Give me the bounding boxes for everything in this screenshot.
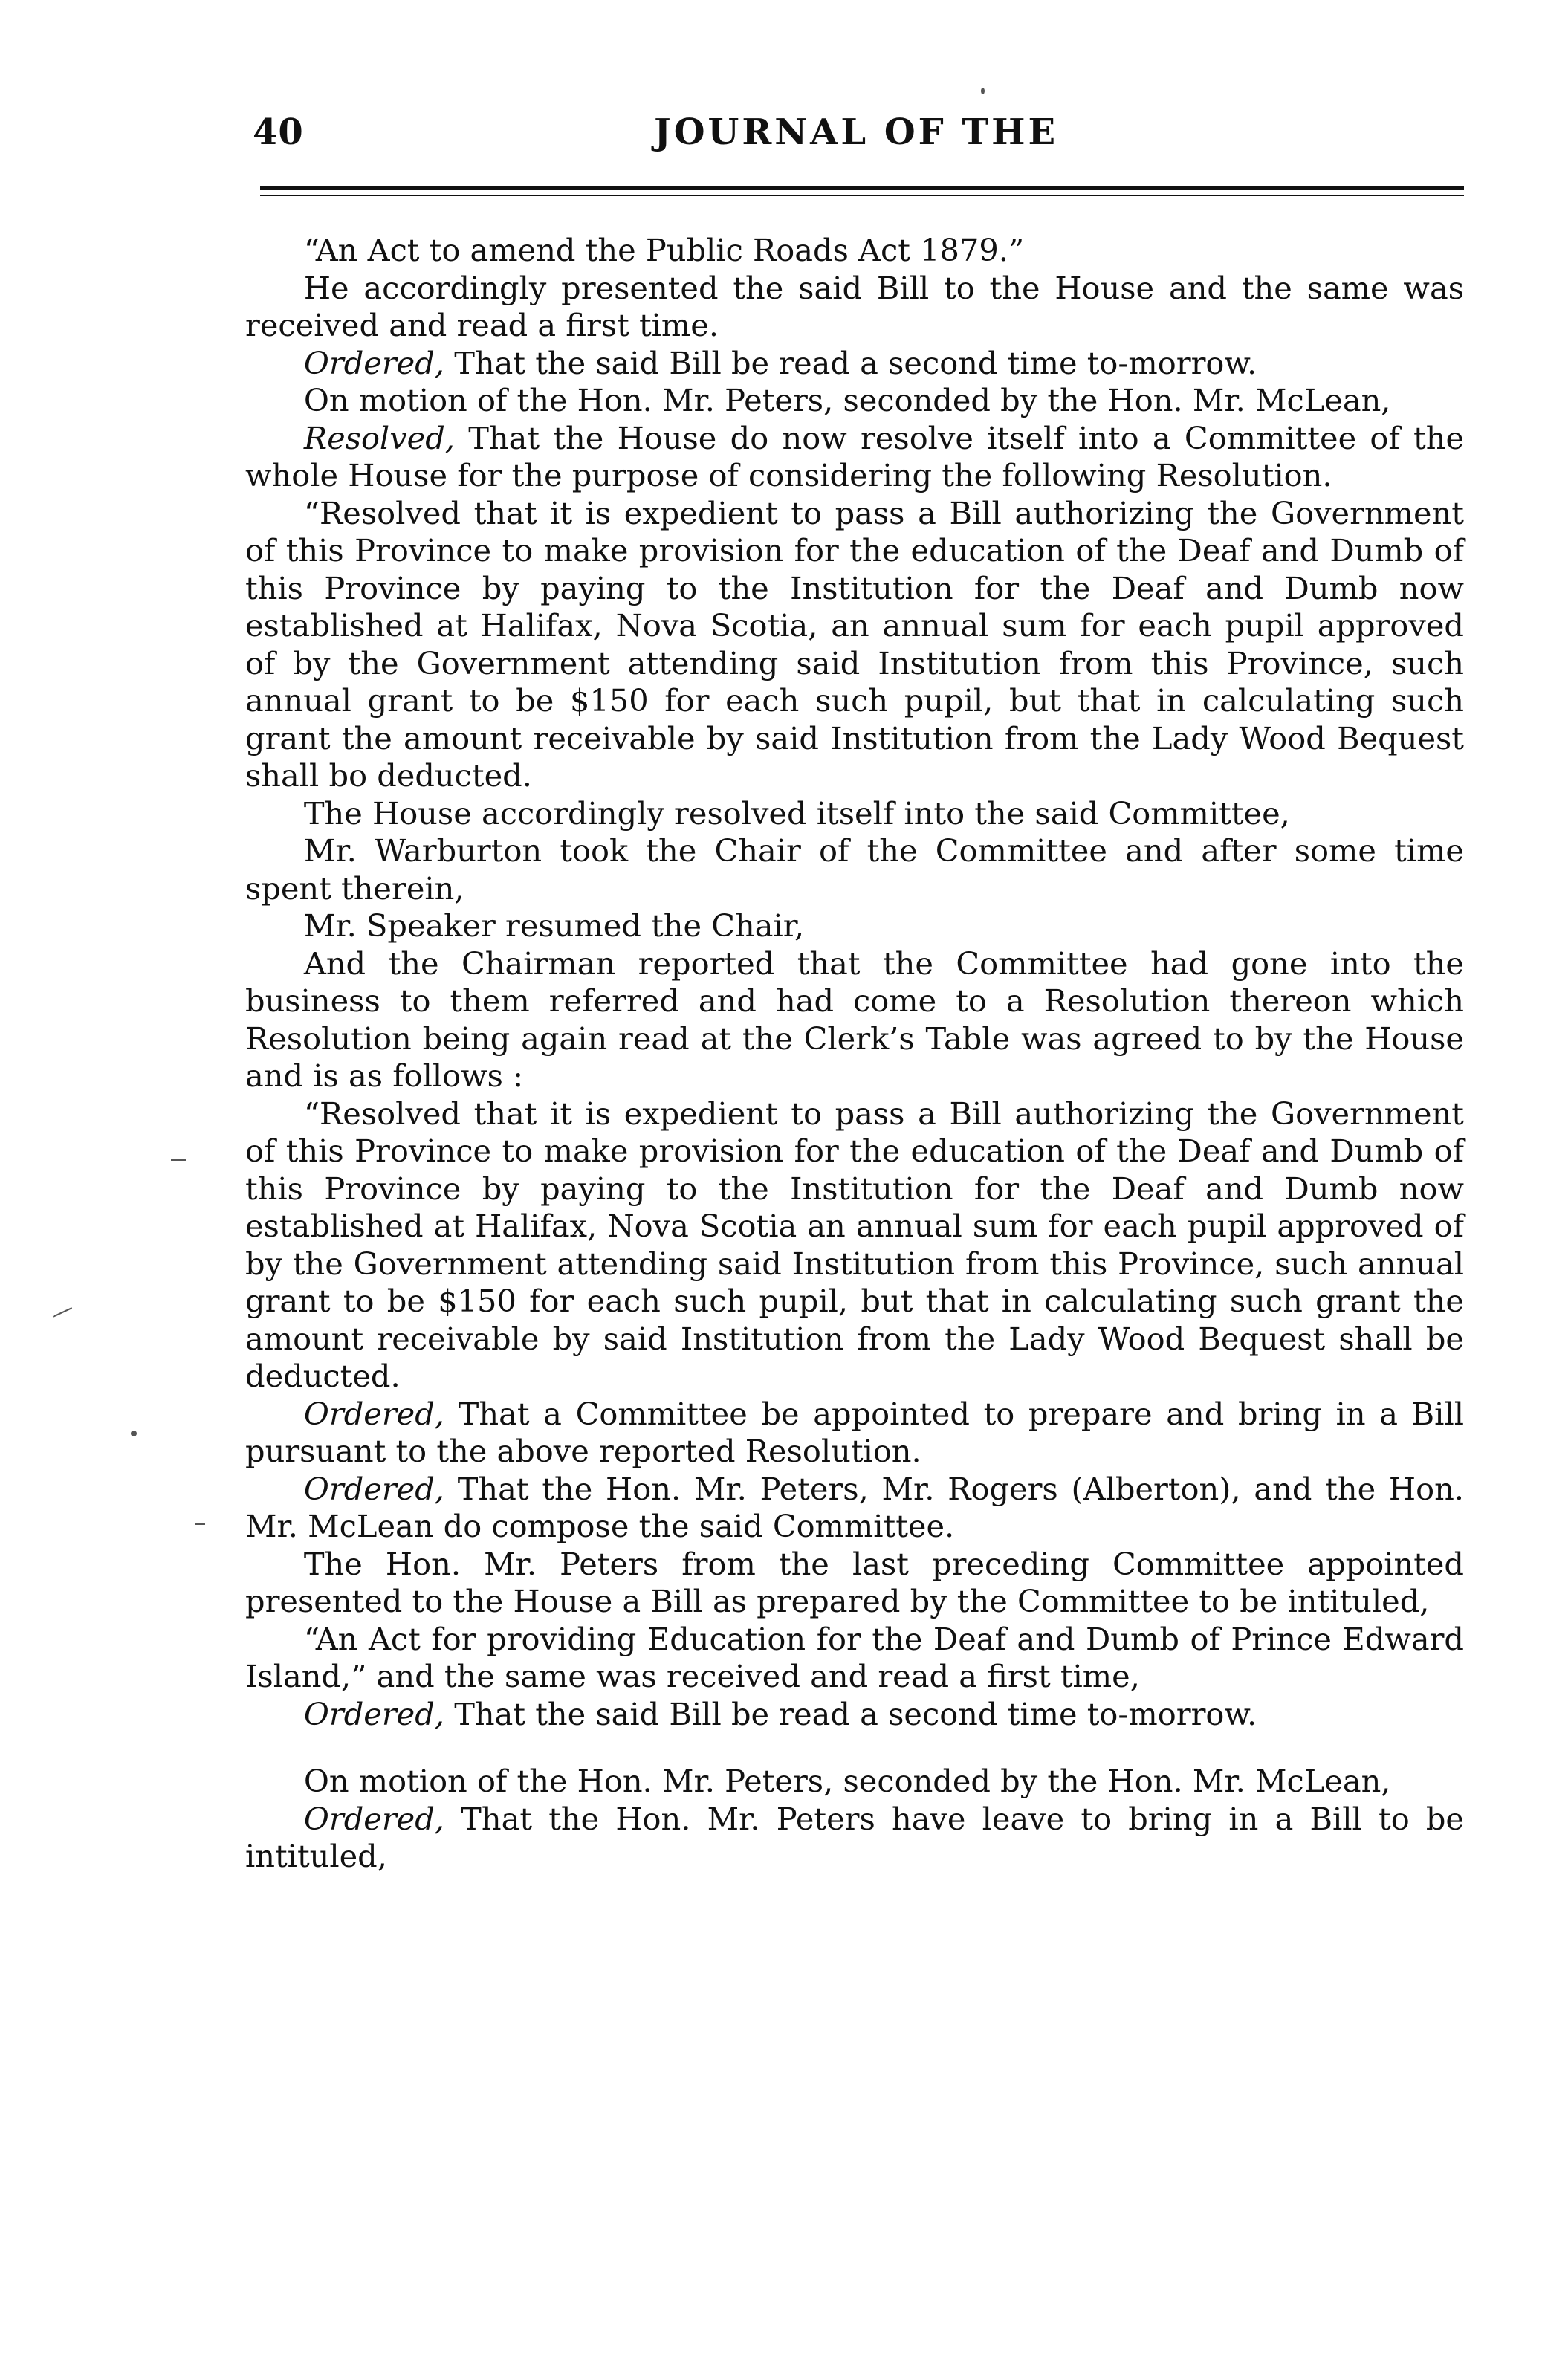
paragraph bbox=[245, 832, 1464, 907]
paragraph-text: “Resolved that it is expedient to pass a Bill authorizing the Government of this Province to make provision for the education of the Deaf and Dumb of this Province by paying to the Institution for the Deaf and Dumb now established at Halifax, Nova Scotia, an annual sum for each pupil approved of by the Government attending said Institution from this Province, such annual grant to be $150 for each such pupil, but that in calculating such grant the amount receivable by said Institution from the Lady Wood Bequest shall bo deducted. bbox=[245, 494, 1464, 794]
paragraph bbox=[245, 1095, 1464, 1396]
paragraph-text: That a Committee be appointed to prepare and bring in a Bill pursuant to the above reported Resolution. bbox=[245, 1395, 1464, 1469]
paragraph bbox=[245, 1471, 1464, 1546]
paragraph bbox=[245, 945, 1464, 1095]
journal-body bbox=[245, 232, 1464, 1876]
page-header bbox=[245, 111, 1464, 171]
paragraph-text: On motion of the Hon. Mr. Peters, seconded by the Hon. Mr. McLean, bbox=[303, 382, 1391, 418]
header-rule-thick bbox=[260, 186, 1464, 190]
paragraph-text: The Hon. Mr. Peters from the last preceding Committee appointed presented to the House a Bill as prepared by the Committee to be intituled, bbox=[245, 1545, 1464, 1619]
paragraph-lead: Ordered, bbox=[303, 344, 444, 381]
scan-speck bbox=[981, 88, 985, 94]
page-number: 40 bbox=[253, 111, 304, 153]
paragraph-text: He accordingly presented the said Bill to the House and the same was received and read a first time. bbox=[245, 269, 1464, 343]
paragraph-lead: Resolved, bbox=[303, 419, 455, 456]
paragraph bbox=[245, 420, 1464, 495]
paragraph-text: Mr. Speaker resumed the Chair, bbox=[303, 907, 805, 944]
paragraph-lead: Ordered, bbox=[303, 1395, 444, 1432]
paragraph-text: “An Act to amend the Public Roads Act 1879.” bbox=[303, 232, 1025, 268]
paragraph-text: That the said Bill be read a second time to-morrow. bbox=[444, 1695, 1257, 1732]
paragraph-text: On motion of the Hon. Mr. Peters, seconded by the Hon. Mr. McLean, bbox=[303, 1763, 1391, 1799]
paragraph-text: And the Chairman reported that the Committee had gone into the business to them referred and had come to a Resolution thereon which Resolution being again read at the Clerk’s Table was agreed to by the House and is as follows : bbox=[245, 945, 1464, 1094]
scan-speck bbox=[131, 1431, 137, 1436]
paragraph bbox=[245, 1696, 1464, 1734]
paragraph bbox=[245, 907, 1464, 945]
scan-mark bbox=[171, 1159, 186, 1161]
paragraph-text: That the Hon. Mr. Peters have leave to bring in a Bill to be intituled, bbox=[245, 1800, 1464, 1874]
header-rule-thin bbox=[260, 195, 1464, 196]
scan-mark bbox=[195, 1523, 205, 1525]
paragraph bbox=[245, 345, 1464, 383]
paragraph-lead: Ordered, bbox=[303, 1800, 444, 1837]
paragraph-lead: Ordered, bbox=[303, 1470, 444, 1507]
paragraph-text: The House accordingly resolved itself into the said Committee, bbox=[303, 794, 1290, 832]
paragraph-text: “Resolved that it is expedient to pass a Bill authorizing the Government of this Province to make provision for the education of the Deaf and Dumb of this Province by paying to the Institution for the Deaf and Dumb now established at Halifax, Nova Scotia an annual sum for each pupil approved of by the Government attending said Institution from this Province, such annual grant to be $150 for each such pupil, but that in calculating such grant the amount receivable by said Institution from the Lady Wood Bequest shall be deducted. bbox=[245, 1095, 1464, 1394]
paragraph bbox=[245, 1763, 1464, 1801]
paragraph bbox=[245, 270, 1464, 345]
paragraph-text: That the House do now resolve itself into a Committee of the whole House for the purpose of considering the following Resolution. bbox=[245, 419, 1464, 493]
paragraph bbox=[245, 795, 1464, 833]
paragraph bbox=[245, 1546, 1464, 1621]
paragraph bbox=[245, 1801, 1464, 1876]
paragraph-text: “An Act for providing Education for the Deaf and Dumb of Prince Edward Island,” and the same was received and read a first time, bbox=[245, 1620, 1464, 1694]
paragraph-text: Mr. Warburton took the Chair of the Committee and after some time spent therein, bbox=[245, 832, 1464, 907]
paragraph bbox=[245, 232, 1464, 270]
paragraph bbox=[245, 1396, 1464, 1471]
paragraph bbox=[245, 1621, 1464, 1696]
paragraph-text: That the said Bill be read a second time to-morrow. bbox=[444, 344, 1257, 381]
paragraph-text: That the Hon. Mr. Peters, Mr. Rogers (Alberton), and the Hon. Mr. McLean do compose the said Committee. bbox=[245, 1470, 1464, 1544]
running-head: JOURNAL OF THE bbox=[654, 111, 1059, 153]
scan-mark bbox=[53, 1307, 72, 1318]
paragraph-lead: Ordered, bbox=[303, 1695, 444, 1732]
paragraph bbox=[245, 495, 1464, 795]
paragraph bbox=[245, 382, 1464, 420]
